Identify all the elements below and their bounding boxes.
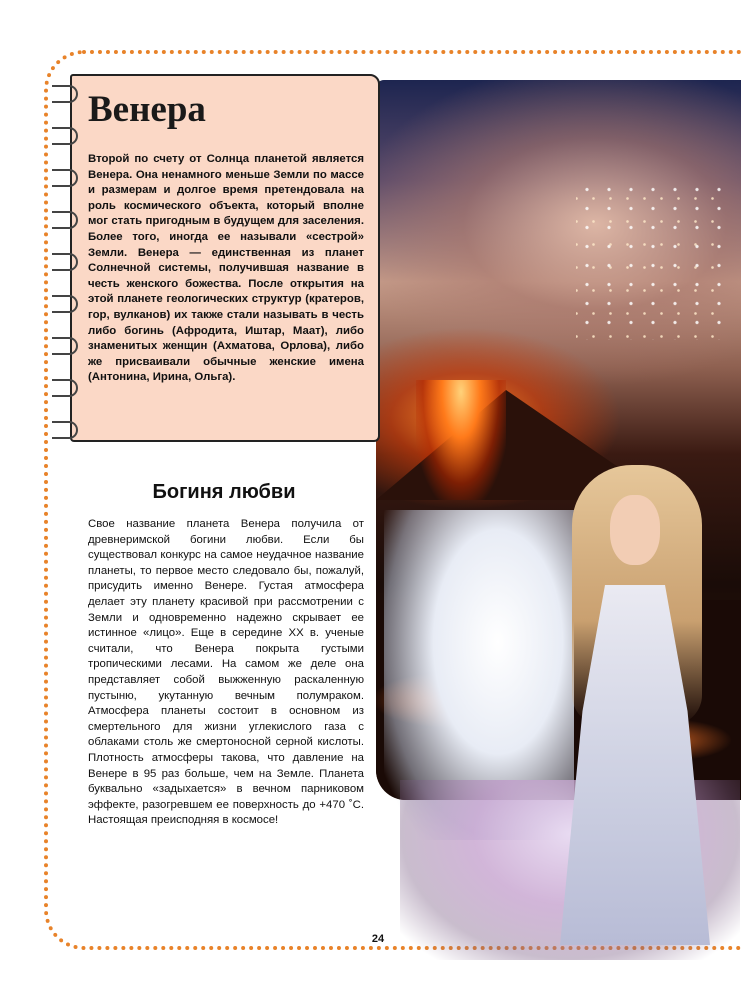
goddess-figure-image	[560, 465, 710, 945]
ring-icon	[52, 211, 78, 229]
card-text: Второй по счету от Солнца планетой является Венера. Она ненамного меньше Земли по массе и размерам и долгое время претендовала на роль космического объекта, который вполне мог стать пригодным в будущем для заселения. Более того, иногда ее называли «сестрой» Земли. Венера — единственная из планет Солнечной системы, получившая название в честь женского божества. После открытия на этой планете геологических структур (кратеров, гор, вулканов) их также стали называть в честь либо богинь (Афродита, Иштар, Маат), либо знаменитых женщин (Ахматова, Орлова), либо же присваивали обычные женские имена (Антонина, Ирина, Ольга).	[88, 153, 364, 384]
section-text: Свое название планета Венера получила от древнеримской богини любви. Если бы существовал конкурс на самое неудачное название планеты, то первое место следовало бы, пожалуй, присудить именно Венере. Густая атмосфера делает эту планету красивой при рассмотрении с Земли и одновременно надежно скрывает ее истинное «лицо». Еще в середине XX в. ученые считали, что Венера покрыта густыми тропическими лесами. На самом же деле она представляет собой выжженную раскаленную пустыню, укутанную вечным полумраком. Атмосфера планеты состоит в основном из смертельного для жизни углекислого газа с облаками столь же смертоносной серной кислоты. Плотность атмосферы такова, что давление на Венере в 95 раз больше, чем на Земле. Планета буквально «задыхается» в вечном парниковом эффекте, разогревшем ее поверхность до +470 ˚С. Настоящая преисподняя в космосе!	[88, 518, 364, 827]
card-title: Венера	[88, 89, 206, 130]
ring-icon	[52, 379, 78, 397]
notebook-rings	[52, 85, 82, 435]
ring-icon	[52, 295, 78, 313]
section-title: Богиня любви	[152, 481, 296, 503]
ring-icon	[52, 127, 78, 145]
ring-icon	[52, 337, 78, 355]
starfield	[576, 180, 726, 340]
ring-icon	[52, 421, 78, 439]
volcano-eruption-glow	[416, 380, 506, 500]
page-number: 24	[371, 933, 385, 945]
figure-face	[610, 495, 660, 565]
ring-icon	[52, 169, 78, 187]
ring-icon	[52, 85, 78, 103]
ring-icon	[52, 253, 78, 271]
